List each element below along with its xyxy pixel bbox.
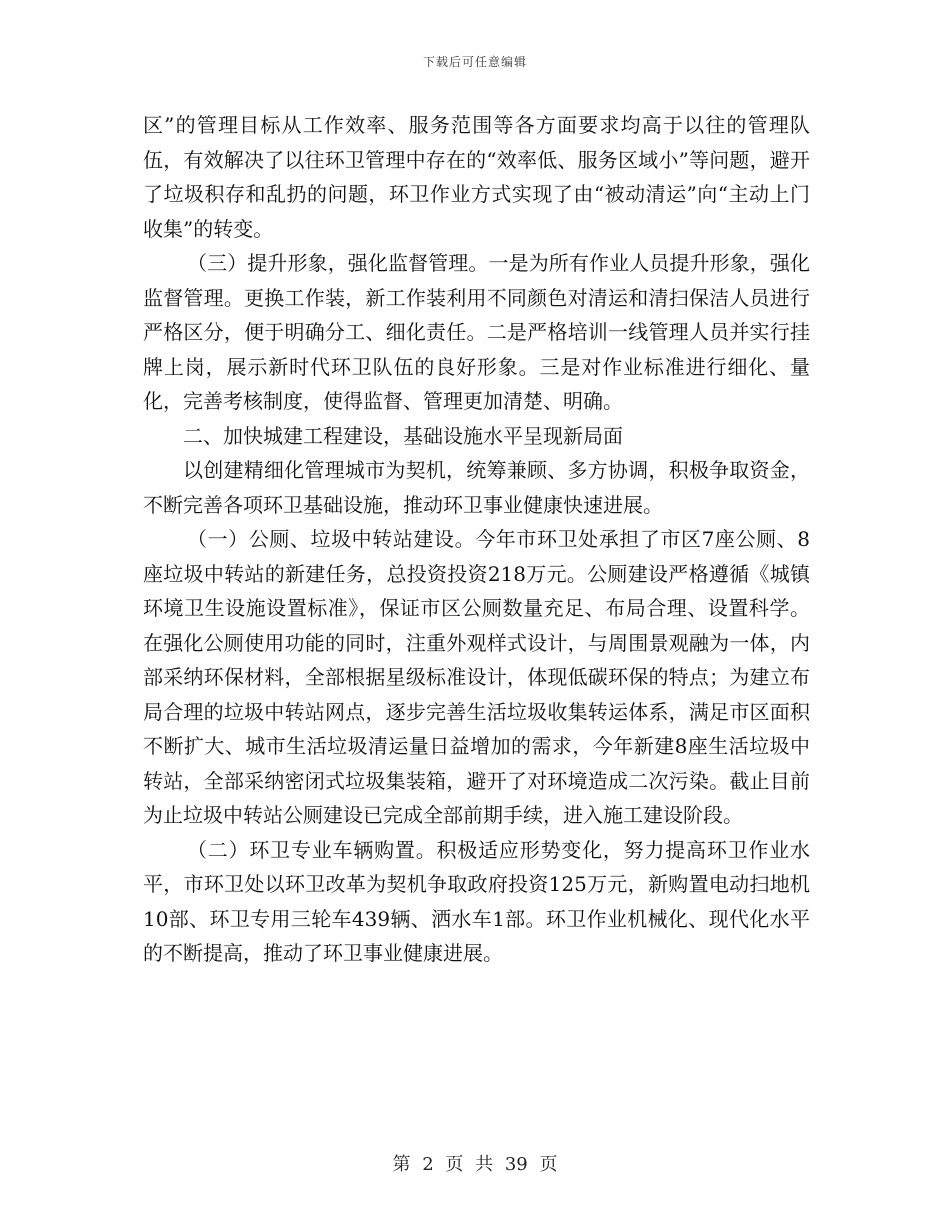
paragraph-intro: 以创建精细化管理城市为契机，统筹兼顾、多方协调，积极争取资金，不断完善各项环卫基础设施，推动环卫事业健康快速进展。	[143, 458, 810, 517]
paragraph-subsection-1: （一）公厕、垃圾中转站建设。今年市环卫处承担了市区7座公厕、8座垃圾中转站的新建任务，总投资投资218万元。公厕建设严格遵循《城镇环境卫生设施设置标准》，保证市区公厕数量充足、布局合理、设置科学。在强化公厕使用功能的同时，注重外观样式设计，与周围景观融为一体，内部采纳环保材料，全部根据星级标准设计，体现低碳环保的特点；为建立布局合理的垃圾中转站网点，逐步完善生活垃圾收集转运体系，满足市区面积不断扩大、城市生活垃圾清运量日益增加的需求，今年新建8座生活垃圾中转站，全部采纳密闭式垃圾集装箱，避开了对环境造成二次污染。截止目前为止垃圾中转站公厕建设已完成全部前期手续，进入施工建设阶段。	[143, 527, 810, 827]
section-heading-2: 二、加快城建工程建设，基础设施水平呈现新局面	[183, 423, 623, 448]
page-header: 下载后可任意编辑	[422, 55, 527, 69]
paragraph-continued: 区”的管理目标从工作效率、服务范围等各方面要求均高于以往的管理队伍，有效解决了以往环卫管理中存在的“效率低、服务区域小”等问题，避开了垃圾积存和乱扔的问题，环卫作业方式实现了由“被动清运”向“主动上门收集”的转变。	[143, 113, 810, 241]
paragraph-section-3: （三）提升形象，强化监督管理。一是为所有作业人员提升形象，强化监督管理。更换工作装，新工作装利用不同颜色对清运和清扫保洁人员进行严格区分，便于明确分工、细化责任。二是严格培训一线管理人员并实行挂牌上岗，展示新时代环卫队伍的良好形象。三是对作业标准进行细化、量化，完善考核制度，使得监督、管理更加清楚、明确。	[143, 251, 810, 413]
page-number-footer: 第 2 页 共 39 页	[392, 1154, 558, 1175]
paragraph-subsection-2: （二）环卫专业车辆购置。积极适应形势变化，努力提高环卫作业水平，市环卫处以环卫改革为契机争取政府投资125万元，新购置电动扫地机10部、环卫专用三轮车439辆、洒水车1部。环卫作业机械化、现代化水平的不断提高，推动了环卫事业健康进展。	[143, 837, 810, 965]
document-body	[143, 108, 810, 971]
